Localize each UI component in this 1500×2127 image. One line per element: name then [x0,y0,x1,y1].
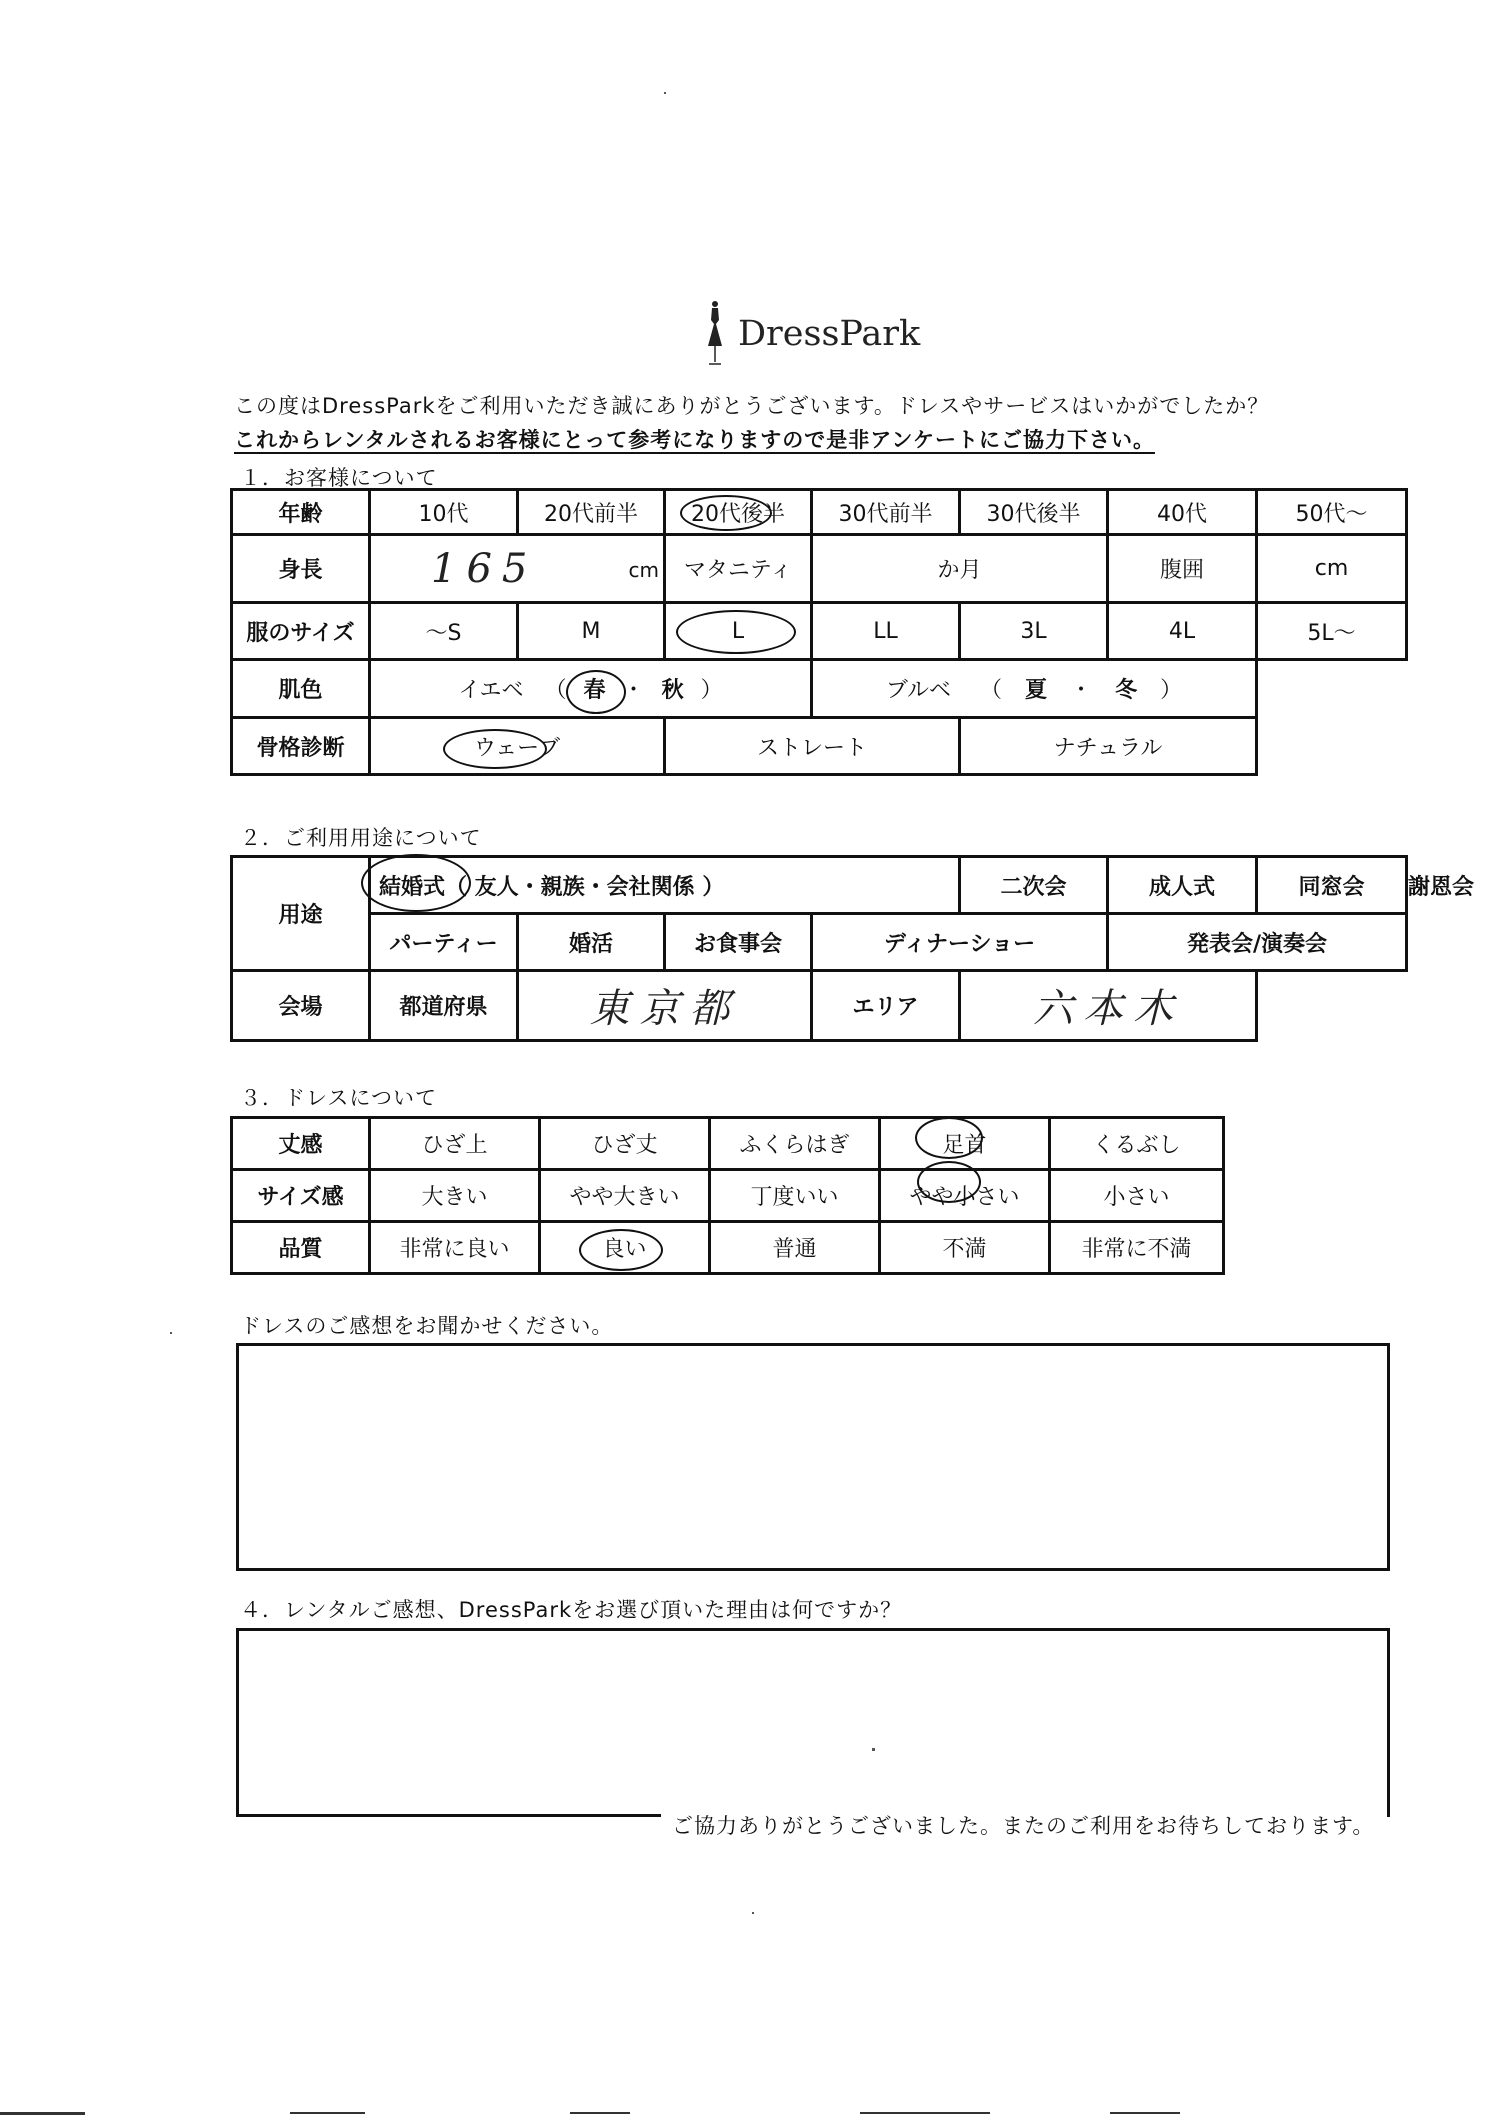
frame-option[interactable]: ナチュラル [960,718,1257,775]
length-option-label: 足首 [942,1133,987,1158]
waist-field[interactable] [1257,535,1407,603]
age-option-selected[interactable] [665,490,812,535]
size-option[interactable]: LL [812,603,960,660]
height-field[interactable] [370,535,665,603]
waist-label: 腹囲 [1108,535,1257,603]
length-option[interactable]: ふくらはぎ [710,1118,880,1170]
skin-label: 肌色 [232,660,370,718]
section-1-title: １．お客様について [240,466,438,490]
purpose-label: 用途 [232,857,370,971]
purpose-option[interactable]: 成人式 [1108,857,1257,914]
purpose-option[interactable]: ディナーショー [812,914,1108,971]
wedding-option-selected[interactable] [370,857,960,914]
fit-option[interactable]: やや大きい [540,1170,710,1222]
yellow-base-field[interactable] [370,660,812,718]
dress-table [230,1116,1225,1275]
height-value: 165 [431,545,538,592]
size-label: 服のサイズ [232,603,370,660]
dress-comment-prompt: ドレスのご感想をお聞かせください。 [240,1314,614,1338]
height-label: 身長 [232,535,370,603]
empty-cell [1257,971,1407,1041]
age-option[interactable]: 30代前半 [812,490,960,535]
wedding-option-label: 結婚式（ 友人・親族・会社関係 ） [379,874,725,900]
maternity-label: マタニティ [665,535,812,603]
length-label: 丈感 [232,1118,370,1170]
dress-icon [700,300,730,370]
purpose-option[interactable]: 婚活 [518,914,665,971]
scan-edge-mark [570,2112,630,2114]
scan-edge-mark [290,2112,365,2114]
purpose-option[interactable]: お食事会 [665,914,812,971]
dresspark-logo [700,300,920,370]
separator-dot: ・ [622,678,645,703]
section-3-title: ３．ドレスについて [240,1086,437,1110]
blue-base-field[interactable] [812,660,1257,718]
size-option-selected[interactable] [665,603,812,660]
maternity-months-field[interactable] [812,535,1108,603]
area-value: 六本木 [1033,986,1184,1032]
purpose-option[interactable]: 同窓会 [1257,857,1407,914]
skin-summer-option[interactable]: 夏 [1025,678,1048,703]
size-option-label: L [731,618,745,644]
fit-label: サイズ感 [232,1170,370,1222]
age-option[interactable]: 20代前半 [518,490,665,535]
scan-speck [170,1332,172,1334]
section-4-title: ４．レンタルご感想、DressParkをお選び頂いた理由は何ですか？ [240,1598,903,1622]
venue-label: 会場 [232,971,370,1041]
months-unit: か月 [937,558,982,583]
prefecture-field[interactable] [518,971,812,1041]
age-option[interactable]: 30代後半 [960,490,1108,535]
paren-close: ） [700,678,723,703]
frame-label: 骨格診断 [232,718,370,775]
waist-unit: cm [1314,556,1349,581]
quality-option[interactable]: 不満 [880,1222,1050,1274]
rental-comment-box[interactable] [236,1628,1390,1817]
scan-edge-mark [1110,2112,1180,2114]
age-option[interactable]: 50代～ [1257,490,1407,535]
purpose-option[interactable]: 発表会/演奏会 [1108,914,1407,971]
length-option[interactable]: ひざ上 [370,1118,540,1170]
frame-option[interactable]: ストレート [665,718,960,775]
fit-option[interactable]: 丁度いい [710,1170,880,1222]
prefecture-label: 都道府県 [370,971,518,1041]
frame-option-selected[interactable] [370,718,665,775]
separator-dot: ・ [1070,678,1093,703]
age-label: 年齢 [232,490,370,535]
area-label: エリア [812,971,960,1041]
paren-close: ） [1160,678,1183,703]
dress-comment-box[interactable] [236,1343,1390,1571]
purpose-option[interactable]: パーティー [370,914,518,971]
quality-option[interactable]: 非常に良い [370,1222,540,1274]
yellow-base-label: イエベ [458,678,524,703]
scan-speck [664,92,666,94]
usage-table: 用途 結婚式（ 友人・親族・会社関係 ） 二次会 成人式 同窓会 謝恩会 パーティー 婚活 お食事会 ディナーショー 発表会/演奏会 会場 都道府県 東京都 エリア 六本木 [230,855,1408,1042]
age-option-label: 20代後半 [691,501,785,527]
customer-info-table [230,488,1408,776]
age-option[interactable]: 40代 [1108,490,1257,535]
paren-open: （ [980,678,1003,703]
logo-text: DressPark [738,314,921,354]
scan-speck [872,1748,875,1751]
quality-label: 品質 [232,1222,370,1274]
prefecture-value: 東京都 [589,986,740,1032]
fit-option[interactable]: 小さい [1050,1170,1224,1222]
area-field[interactable] [960,971,1257,1041]
length-option[interactable]: ひざ丈 [540,1118,710,1170]
size-option[interactable]: M [518,603,665,660]
quality-option[interactable]: 非常に不満 [1050,1222,1224,1274]
fit-option-label: やや小さい [909,1185,1020,1210]
age-option[interactable]: 10代 [370,490,518,535]
skin-winter-option[interactable]: 冬 [1115,678,1138,703]
purpose-option[interactable]: 二次会 [960,857,1108,914]
skin-spring-option[interactable] [584,678,606,703]
empty-cell [1257,718,1407,775]
quality-option[interactable]: 普通 [710,1222,880,1274]
size-option[interactable]: 5L～ [1257,603,1407,660]
skin-spring-label: 春 [583,678,606,703]
size-option[interactable]: ～S [370,603,518,660]
fit-option-selected[interactable] [880,1170,1050,1222]
section-2-title: ２．ご利用用途について [240,826,482,850]
frame-option-label: ウェーブ [473,735,561,761]
quality-option-selected[interactable] [540,1222,710,1274]
skin-autumn-option[interactable]: 秋 [661,678,684,703]
thanks-message: ご協力ありがとうございました。またのご利用をお待ちしております。 [672,1814,1375,1838]
quality-option-label: 良い [602,1237,647,1262]
blue-base-label: ブルベ [885,678,952,703]
fit-option[interactable]: 大きい [370,1170,540,1222]
height-unit: cm [628,558,659,582]
size-option[interactable]: 3L [960,603,1108,660]
intro-line-2: これからレンタルされるお客様にとって参考になりますので是非アンケートにご協力下さい。 [234,428,1155,452]
intro-line-1: この度はDressParkをご利用いただき誠にありがとうございます。ドレスやサービスはいかがでしたか？ [234,394,1270,418]
empty-cell [1257,660,1407,718]
size-option[interactable]: 4L [1108,603,1257,660]
length-option-selected[interactable] [880,1118,1050,1170]
scan-edge-mark [860,2112,990,2114]
scan-speck [752,1912,754,1914]
box-bottom-border [236,1814,661,1817]
length-option[interactable]: くるぶし [1050,1118,1224,1170]
scan-edge-mark [0,2112,85,2115]
paren-open: （ [544,678,567,703]
